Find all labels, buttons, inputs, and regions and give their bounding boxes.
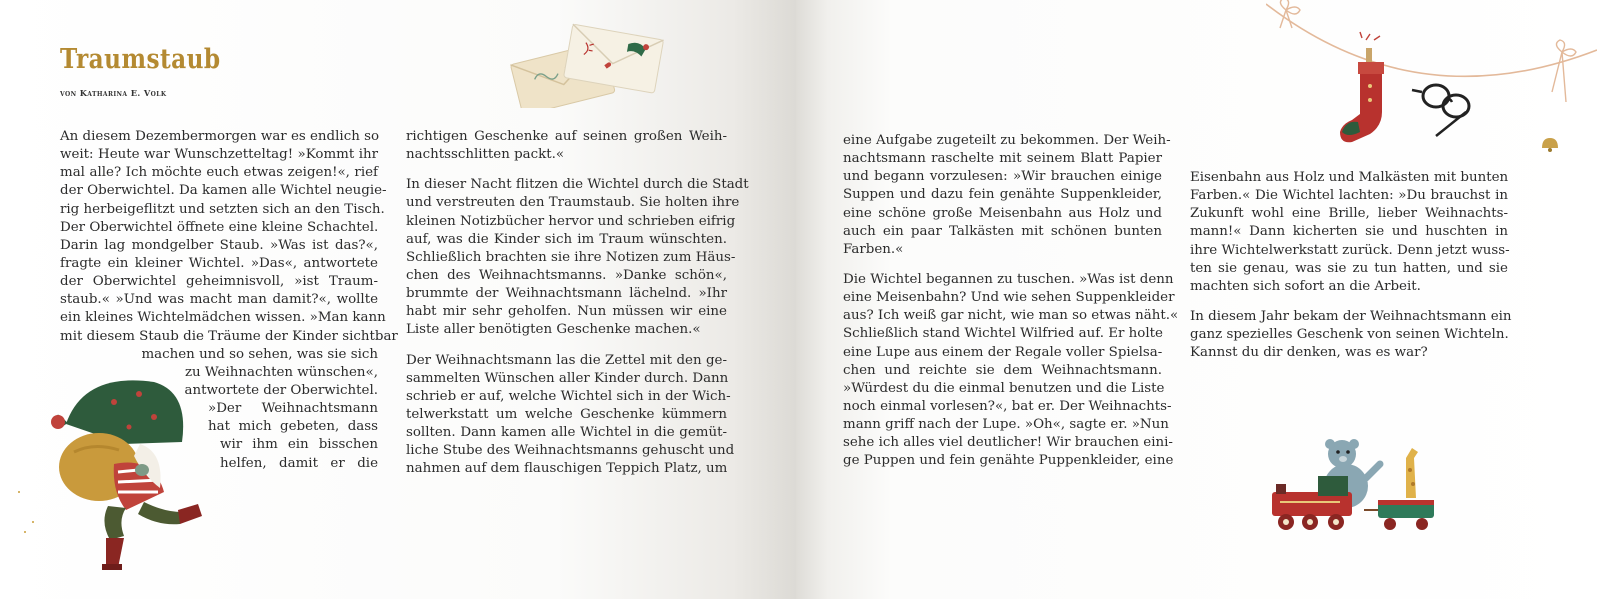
text-line: nachtsschlitten packt.« — [406, 147, 565, 163]
text-line: Farben.« — [843, 241, 904, 257]
text-line: Suppen und dazu fein genähte Suppenkleider, — [843, 187, 1162, 203]
text-line: Der Oberwichtel öffnete eine kleine Schachtel. — [60, 219, 379, 235]
story-title: Traumstaub — [60, 44, 221, 75]
text-line: liche Stube des Weihnachtsmanns gehuscht und — [406, 443, 735, 459]
text-line: Eisenbahn aus Holz und Malkästen mit bunten — [1190, 170, 1509, 185]
text-line: wir ihm ein bisschen — [220, 437, 378, 453]
text-line: eine Meisenbahn? Und wie sehen Suppenkleider — [843, 290, 1175, 306]
text-line: nahmen auf dem flauschigen Teppich Platz, um — [406, 461, 728, 477]
text-column-2 — [406, 128, 749, 491]
text-line: mal alle? Ich möchte euch etwas zeigen!«, rief — [60, 165, 378, 181]
text-line: richtigen Geschenke auf seinen großen Weih- — [406, 129, 727, 144]
text-line: machen und so sehen, was sie sich — [141, 346, 378, 362]
toy-train-with-bear-and-giraffe-illustration — [1266, 438, 1446, 548]
text-line: kleinen Notizbücher hervor und schrieben eifrig — [406, 213, 736, 229]
text-line: Kannst du dir denken, was es war? — [1190, 345, 1428, 361]
text-line: machten sich sofort an die Arbeit. — [1190, 278, 1421, 294]
text-line: helfen, damit er die — [220, 455, 378, 471]
text-line: brummte der Weihnachtsmann lächelnd. »Ihr — [406, 286, 727, 302]
text-line: »Würdest du die einmal benutzen und die Liste — [843, 380, 1165, 396]
text-line: telwerkstatt um welche Geschenke kümmern — [406, 406, 727, 422]
text-line: Zukunft wohl eine Brille, lieber Weihnachts- — [1190, 206, 1508, 222]
text-line: noch einmal vorlesen?«, bat er. Der Weihnachts- — [843, 398, 1172, 414]
text-line: Schließlich stand Wichtel Wilfried auf. Er holte — [843, 326, 1163, 342]
text-line: auch ein paar Talkästen mit schönen bunten — [843, 223, 1162, 239]
text-line: mann griff nach der Lupe. »Oh«, sagte er. »Nun — [843, 417, 1169, 433]
paragraph — [406, 352, 735, 479]
text-line: eine Aufgabe zugeteilt zu bekommen. Der Weih- — [843, 133, 1171, 148]
text-line: ten sie genau, was sie zu tun hatten, und sie — [1190, 260, 1508, 276]
text-line: rig herbeigeflitzt und setzten sich an den Tisch. — [60, 201, 385, 217]
text-line: ganz spezielles Geschenk von seinen Wichteln. — [1190, 327, 1509, 343]
right-page — [796, 0, 1597, 599]
text-line: ge Puppen und fein genähte Puppenkleider, eine — [843, 453, 1174, 469]
text-line: chen des Weihnachtsmanns. »Danke schön«, — [406, 267, 727, 283]
text-line: fragte ein kleiner Wichtel. »Das«, antwortete — [60, 255, 378, 271]
gnome-with-sack-illustration — [14, 372, 214, 582]
text-line: Der Weihnachtsmann las die Zettel mit den ge- — [406, 352, 727, 368]
story-byline: von Katharina E. Volk — [60, 88, 167, 98]
text-line: In diesem Jahr bekam der Weihnachtsmann ein — [1190, 308, 1512, 324]
paragraph — [1190, 169, 1508, 296]
text-line: Liste aller benötigten Geschenke machen.« — [406, 322, 701, 338]
text-line: An diesem Dezembermorgen war es endlich so — [60, 129, 380, 144]
text-line: Farben.« Die Wichtel lachten: »Du brauchst in — [1190, 188, 1508, 204]
text-line: und begann vorzulesen: »Wir brauchen einige — [843, 169, 1162, 185]
paragraph — [843, 271, 1179, 471]
text-line: antwortete der Oberwichtel. — [184, 382, 378, 398]
envelopes-illustration — [505, 22, 667, 108]
paragraph — [1190, 308, 1512, 362]
text-line: sammelten Wünschen aller Kinder durch. Dann — [406, 370, 729, 386]
text-line: der Oberwichtel. Da kamen alle Wichtel neugie- — [60, 183, 387, 199]
text-column-4 — [1190, 169, 1512, 374]
left-page — [0, 0, 796, 599]
paragraph — [406, 128, 727, 164]
text-line: habt mir sehr geholfen. Nun müssen wir eine — [406, 304, 727, 320]
text-line: Schließlich brachten sie ihre Notizen zum Häus- — [406, 249, 736, 265]
text-line: Die Wichtel begannen zu tuschen. »Was ist denn — [843, 271, 1174, 287]
paragraph — [843, 132, 1171, 259]
text-line: eine Lupe aus einem der Regale voller Spielsa- — [843, 344, 1163, 360]
text-line: aus? Ich weiß gar nicht, wie man so etwas näht.« — [843, 308, 1179, 324]
text-line: zu Weihnachten wünschen«, — [184, 364, 378, 380]
text-line: weit: Heute war Wunschzetteltag! »Kommt ihr — [60, 147, 378, 163]
text-line: ein kleines Wichtelmädchen wissen. »Man kann — [60, 310, 386, 326]
text-line: ihre Wichtelwerkstatt zurück. Denn jetzt wuss- — [1190, 242, 1510, 258]
text-line: mit diesem Staub die Träume der Kinder sichtbar — [60, 328, 398, 344]
garland-with-stocking-and-glasses-illustration — [1266, 0, 1597, 170]
text-line: schrieb er auf, welche Wichtel sich in der Wich- — [406, 388, 731, 404]
text-line: In dieser Nacht flitzen die Wichtel durch die Stadt — [406, 177, 749, 193]
text-line: Darin lag mondgelber Staub. »Was ist das?«, — [60, 237, 378, 253]
text-line: der Oberwichtel geheimnisvoll, »ist Traum- — [60, 274, 378, 290]
text-line: mann!« Dann kicherten sie und huschten in — [1190, 224, 1508, 240]
text-line: staub.« »Und was macht man damit?«, wollte — [60, 292, 378, 308]
text-line: eine schöne große Meisenbahn aus Holz und — [843, 205, 1162, 221]
text-line: hat mich gebeten, dass — [208, 419, 378, 435]
text-line: nachtsmann raschelte mit seinem Blatt Papier — [843, 151, 1162, 167]
paragraph — [406, 176, 749, 339]
text-line: »Der Weihnachtsmann — [208, 401, 378, 417]
text-line: sollten. Dann kamen alle Wichtel in die gemüt- — [406, 425, 727, 441]
text-column-3 — [843, 132, 1179, 483]
text-line: sehe ich alles viel deutlicher! Wir brauchen eini- — [843, 435, 1173, 451]
text-line: und verstreuten den Traumstaub. Sie holten ihre — [406, 195, 740, 211]
text-line: chen und reichte sie dem Weihnachtsmann. — [843, 362, 1162, 378]
text-line: auf, was die Kinder sich im Traum wünschten. — [406, 231, 727, 247]
